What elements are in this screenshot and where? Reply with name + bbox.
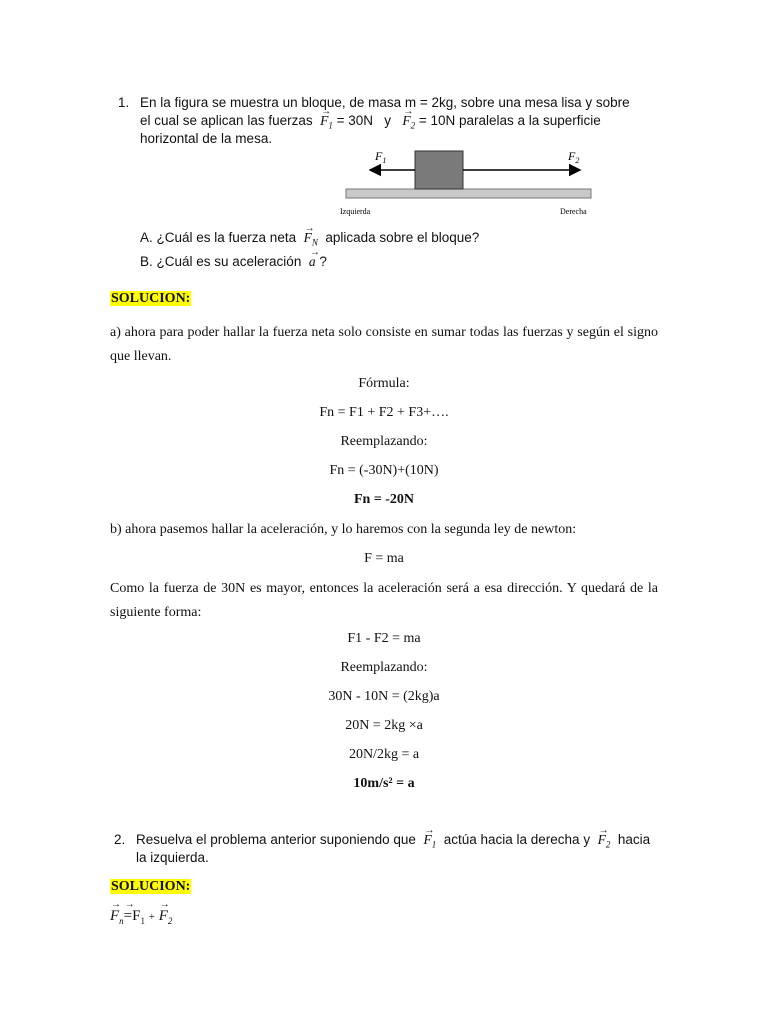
problem1-line2-text: el cual se aplican las fuerzas [140,113,313,128]
problem2-number: 2. [114,832,126,847]
question-b [140,253,327,271]
f1-value: = 30N [336,113,374,128]
replace-label: Reemplazando: [340,434,428,449]
acceleration-result: 10m/s² = a [353,776,415,791]
problem2-line2: la izquierda. [136,850,209,865]
f2-label: $F_2$ [568,149,580,165]
solution1-para-a: a) ahora para poder hallar la fuerza neta solo consiste en sumar todas las fuerzas y según el signo que llevan. [110,325,658,364]
solution1-para-c: Como la fuerza de 30N es mayor, entonces la aceleración será a esa dirección. Y quedará de la siguiente forma: [110,581,658,620]
question-b-prefix: B. ¿Cuál es su aceleración [140,254,302,269]
left-label: Izquierda [340,207,371,216]
force-diagram [340,144,600,222]
problem1-number: 1. [118,95,130,110]
f2-vector-symbol: → $F_2$ [402,112,415,135]
equation-1: F1 - F2 = ma [347,631,421,646]
a-vector-symbol: → a [309,253,316,271]
solution2-heading: SOLUCION: [111,879,191,894]
question-a-suffix: aplicada sobre el bloque? [325,230,480,245]
problem2-line1-b: actúa hacia la derecha y [443,832,591,847]
equation-2: 30N - 10N = (2kg)a [328,689,440,704]
problem2-line1-c: hacia [617,832,651,847]
f2-value: = 10N paralelas a la superficie [418,113,601,128]
fn-vector: → $F_n$ [110,908,124,926]
problem2-line1-a: Resuelva el problema anterior suponiendo que [136,832,416,847]
replace-equation: Fn = (-30N)+(10N) [329,463,439,478]
right-label: Derecha [560,207,587,216]
problem2-line1 [136,831,650,854]
replace-label-2: Reemplazando: [340,660,428,675]
equation-3: 20N = 2kg ×a [345,718,423,733]
problem1-line3: horizontal de la mesa. [140,131,273,146]
block [415,151,463,189]
question-a-prefix: A. ¿Cuál es la fuerza neta [140,230,297,245]
p2-f1-vector-symbol: → $F_1$ [423,831,436,854]
solution1-heading: SOLUCION: [111,291,191,306]
solution1-para-b: b) ahora pasemos hallar la aceleración, y lo haremos con la segunda ley de newton: [110,522,577,537]
formula: Fn = F1 + F2 + F3+…. [319,405,449,420]
question-b-suffix: ? [319,254,327,269]
f1-vector-symbol: → $F_1$ [320,112,333,135]
problem1-line1: En la figura se muestra un bloque, de masa m = 2kg, sobre una mesa lisa y sobre [140,95,630,110]
table-surface [346,189,591,198]
plus-sign: + [148,911,155,923]
newton-law: F = ma [364,551,404,566]
net-force-result: Fn = -20N [353,492,415,507]
p2-f2-vector-symbol: → $F_2$ [598,831,611,854]
f1-label: $F_1$ [375,149,387,165]
vector-sum-equation [110,908,172,926]
fn-vector-symbol: → $F_N$ [304,229,318,252]
f2-vector: → $F_2$ [159,908,173,926]
y-conjunction: y [384,113,392,128]
equation-4: 20N/2kg = a [348,747,420,762]
formula-label: Fórmula: [358,376,410,391]
f1-vector: → $=F_1$ [124,908,145,926]
